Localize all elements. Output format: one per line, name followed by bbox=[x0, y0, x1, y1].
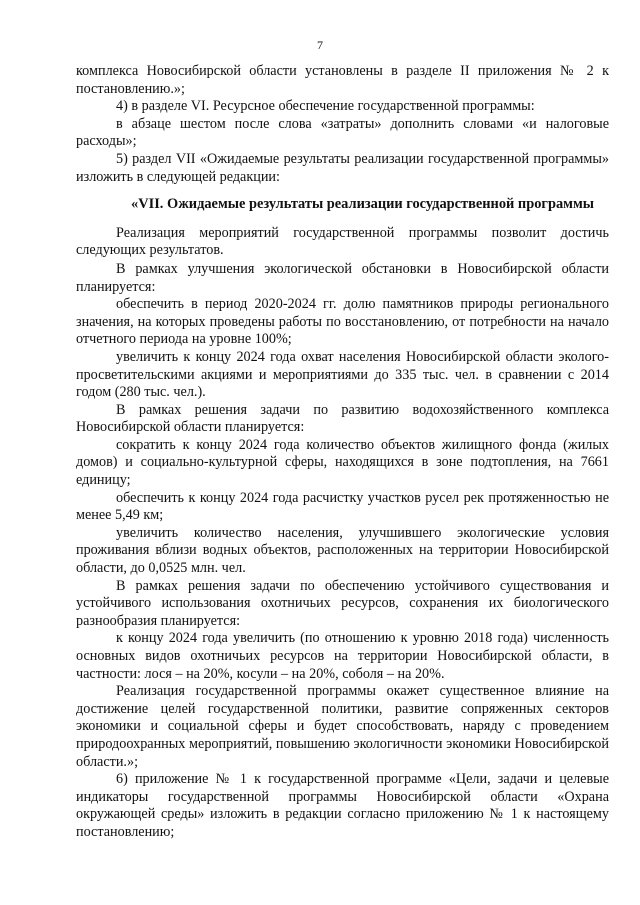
paragraph: В рамках решения задачи по обеспечению устойчивого существования и устойчивого использования охотничьих ресурсов, сохранения их биологического разнообразия планируется: bbox=[76, 577, 609, 629]
paragraph: 6) приложение № 1 к государственной программе «Цели, задачи и целевые индикаторы государственной программы Новосибирской области «Охрана окружающей среды» изложить в редакции согласно приложению № 1 к настоящему постановлению; bbox=[76, 771, 609, 840]
paragraph: сократить к концу 2024 года количество объектов жилищного фонда (жилых домов) и социально-культурной сферы, находящихся в зоне подтопления, на 7661 единицу; bbox=[76, 436, 609, 489]
paragraph: комплекса Новосибирской области установлены в разделе II приложения № 2 к постановлению.»; bbox=[76, 63, 609, 97]
paragraph: в абзаце шестом после слова «затраты» дополнить словами «и налоговые расходы»; bbox=[76, 115, 609, 150]
paragraph: обеспечить в период 2020-2024 гг. долю памятников природы регионального значения, на которых проведены работы по восстановлению, от потребности на начало отчетного периода на уровне 100%; bbox=[76, 296, 609, 348]
paragraph: 5) раздел VII «Ожидаемые результаты реализации государственной программы» изложить в следующей редакции: bbox=[76, 150, 609, 185]
paragraph: увеличить количество населения, улучшившего экологические условия проживания вблизи водных объектов, расположенных на территории Новосибирской области, до 0,0525 млн. чел. bbox=[76, 524, 609, 577]
paragraph: обеспечить к концу 2024 года расчистку участков русел рек протяженностью не менее 5,49 км; bbox=[76, 489, 609, 524]
page-number: 7 bbox=[317, 38, 323, 52]
heading-quote: « bbox=[131, 196, 139, 213]
paragraph: Реализация мероприятий государственной программы позволит достичь следующих результатов. bbox=[76, 224, 609, 259]
paragraph: В рамках решения задачи по развитию водохозяйственного комплекса Новосибирской области планируется: bbox=[76, 401, 609, 436]
paragraph: к концу 2024 года увеличить (по отношению к уровню 2018 года) численность основных видов охотничьих ресурсов на территории Новосибирской области, в частности: лося – на 20%, косули – на 20%, соболя – на 20%. bbox=[76, 630, 609, 682]
heading-text: VII. Ожидаемые результаты реализации государственной программы bbox=[138, 196, 594, 213]
paragraph: В рамках улучшения экологической обстановки в Новосибирской области планируется: bbox=[76, 260, 609, 295]
paragraph: 4) в разделе VI. Ресурсное обеспечение государственной программы: bbox=[116, 98, 535, 115]
paragraph: Реализация государственной программы окажет существенное влияние на достижение целей государственной политики, развитие сопряженных секторов экономики и социальной сферы и будет способствовать, наряду с проведением природоохранных мероприятий, повышению экологичности экономики Новосибирской области.»; bbox=[76, 683, 609, 770]
document-body bbox=[76, 63, 609, 842]
section-heading bbox=[76, 196, 609, 214]
paragraph: увеличить к концу 2024 года охват населения Новосибирской области эколого-просветительскими акциями и мероприятиями до 335 тыс. чел. в сравнении с 2014 годом (280 тыс. чел.). bbox=[76, 348, 609, 401]
